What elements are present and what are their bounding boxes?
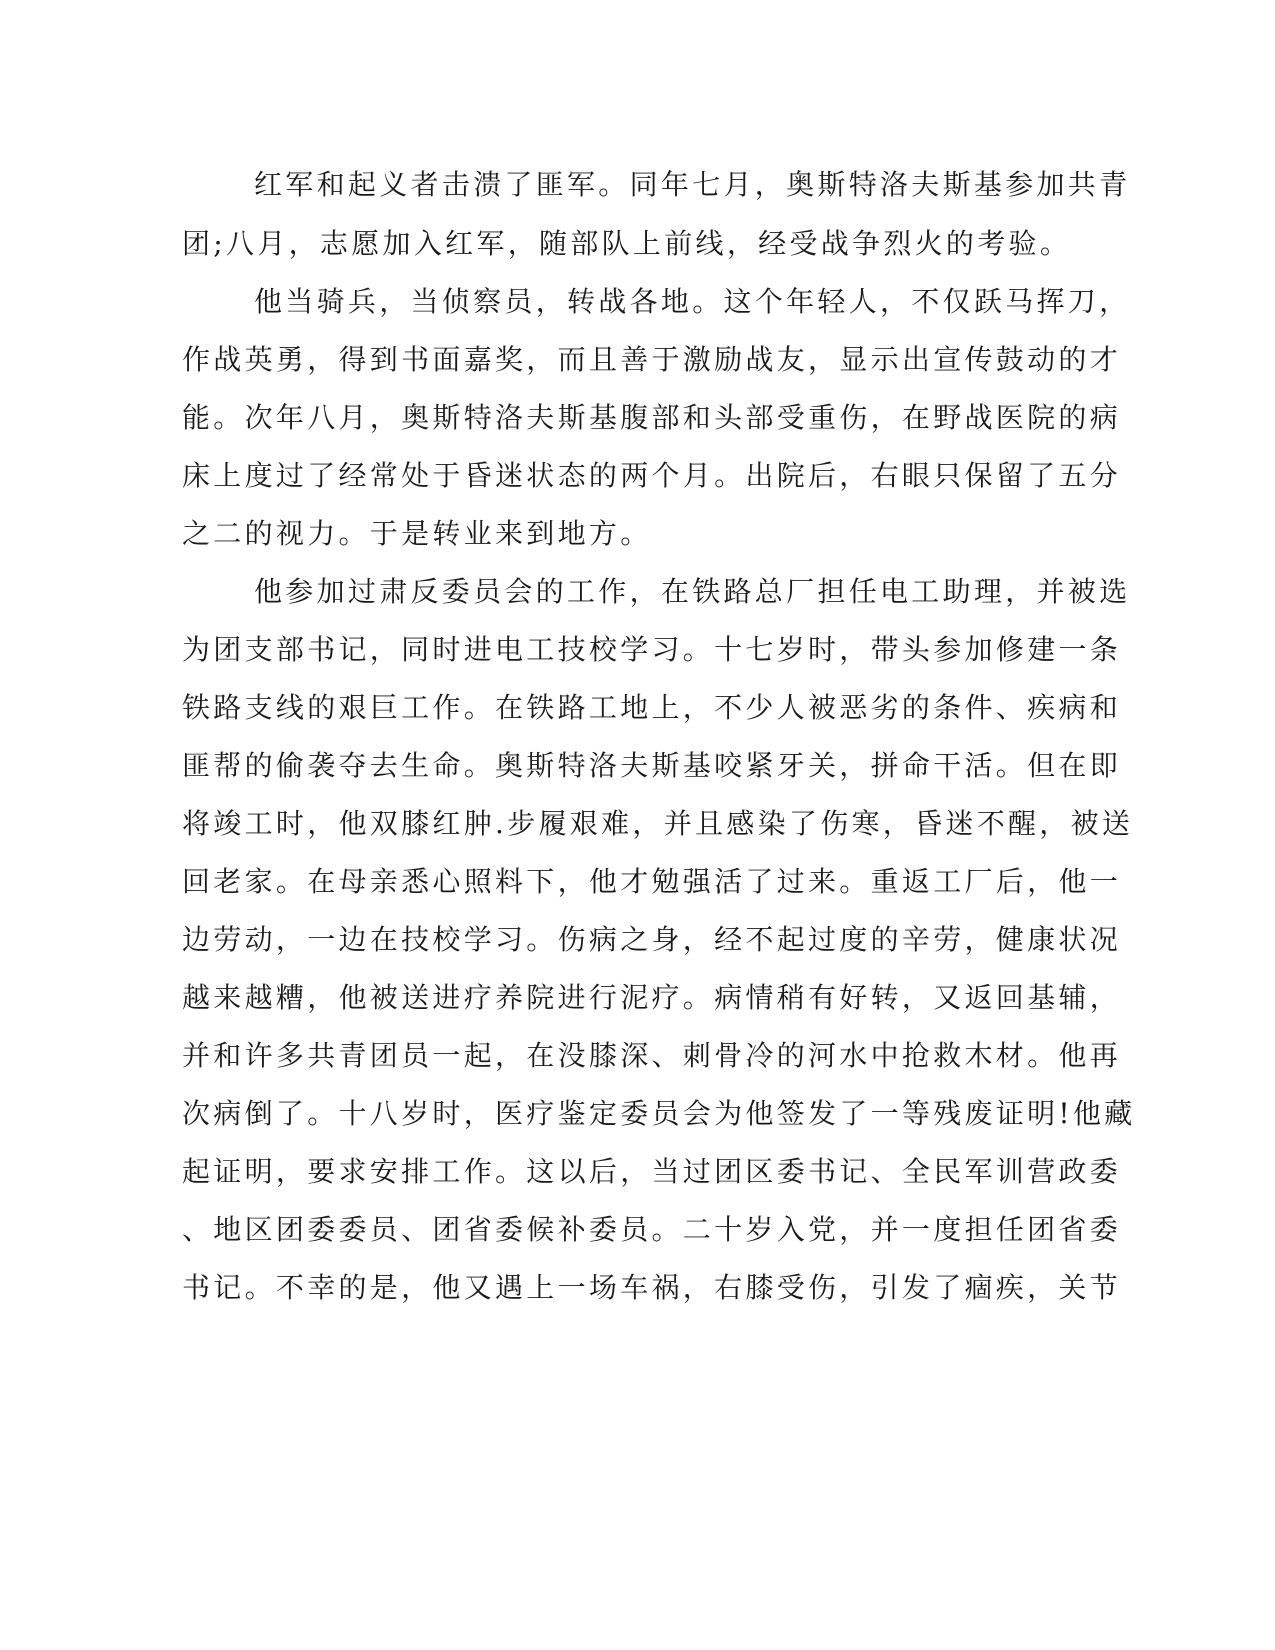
text-line: 匪帮的偷袭夺去生命。奥斯特洛夫斯基咬紧牙关，拼命干活。但在即 <box>182 749 1122 782</box>
text-line: 、地区团委委员、团省委候补委员。二十岁入党，并一度担任团省委 <box>182 1213 1122 1246</box>
text-line: 为团支部书记，同时进电工技校学习。十七岁时，带头参加修建一条 <box>182 633 1122 666</box>
text-line: 之二的视力。于是转业来到地方。 <box>182 517 652 550</box>
text-line: 他参加过肃反委员会的工作，在铁路总厂担任电工助理，并被选 <box>254 575 1131 608</box>
text-line: 能。次年八月，奥斯特洛夫斯基腹部和头部受重伤，在野战医院的病 <box>182 401 1122 434</box>
text-line: 铁路支线的艰巨工作。在铁路工地上，不少人被恶劣的条件、疾病和 <box>182 691 1122 724</box>
text-line: 次病倒了。十八岁时，医疗鉴定委员会为他签发了一等残废证明!他藏 <box>182 1097 1136 1130</box>
text-line: 作战英勇，得到书面嘉奖，而且善于激励战友，显示出宣传鼓动的才 <box>182 343 1122 376</box>
text-line: 床上度过了经常处于昏迷状态的两个月。出院后，右眼只保留了五分 <box>182 459 1122 492</box>
text-line: 并和许多共青团员一起，在没膝深、刺骨冷的河水中抢救木材。他再 <box>182 1039 1122 1072</box>
text-line: 将竣工时，他双膝红肿.步履艰难，并且感染了伤寒，昏迷不醒，被送 <box>182 807 1134 840</box>
text-line: 边劳动，一边在技校学习。伤病之身，经不起过度的辛劳，健康状况 <box>182 923 1122 956</box>
text-line: 他当骑兵，当侦察员，转战各地。这个年轻人，不仅跃马挥刀， <box>254 285 1131 318</box>
text-line: 起证明，要求安排工作。这以后，当过团区委书记、全民军训营政委 <box>182 1155 1122 1188</box>
text-line: 书记。不幸的是，他又遇上一场车祸，右膝受伤，引发了痼疾，关节 <box>182 1271 1122 1304</box>
text-line: 团;八月，志愿加入红军，随部队上前线，经受战争烈火的考验。 <box>182 227 1072 260</box>
text-line: 越来越糟，他被送进疗养院进行泥疗。病情稍有好转，又返回基辅， <box>182 981 1122 1014</box>
text-line: 回老家。在母亲悉心照料下，他才勉强活了过来。重返工厂后，他一 <box>182 865 1122 898</box>
text-line: 红军和起义者击溃了匪军。同年七月，奥斯特洛夫斯基参加共青 <box>254 168 1131 201</box>
